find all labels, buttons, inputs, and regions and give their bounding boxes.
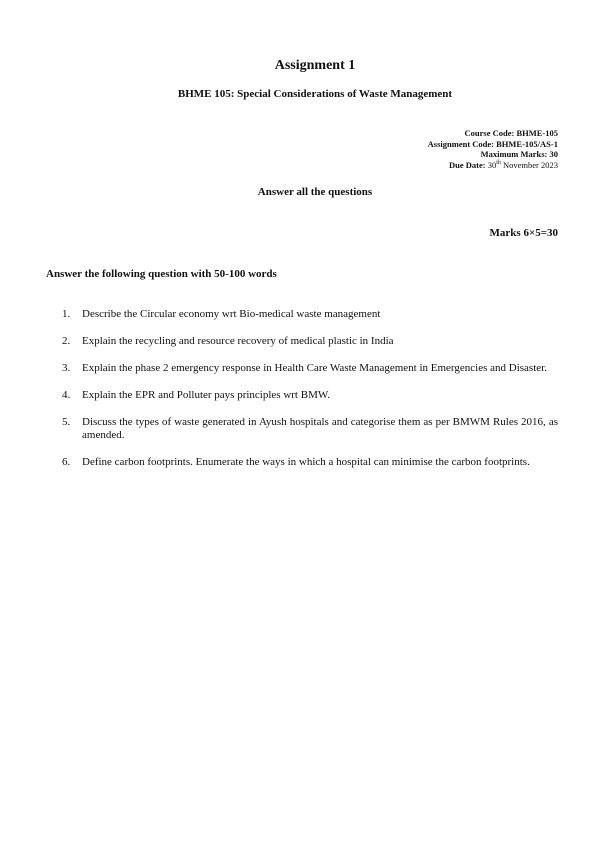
question-number: 2. — [62, 335, 71, 347]
due-date-day: 30 — [487, 159, 497, 170]
due-date-suffix: th — [496, 159, 501, 166]
course-subtitle: BHME 105: Special Considerations of Waste Management — [177, 88, 453, 100]
question-item — [62, 456, 558, 469]
question-text: Explain the recycling and resource recovery of medical plastic in India — [82, 335, 394, 347]
question-item — [62, 416, 558, 442]
page-title: Assignment 1 — [274, 58, 356, 73]
question-number: 5. — [62, 416, 71, 428]
assignment-code: Assignment Code: BHME-105/AS-1 — [427, 138, 558, 149]
due-date-label: Due Date: — [448, 159, 486, 170]
assignment-meta — [428, 128, 558, 170]
question-number: 6. — [62, 456, 71, 468]
question-item — [62, 389, 558, 402]
course-code: Course Code: BHME-105 — [464, 128, 558, 138]
question-number: 4. — [62, 389, 71, 401]
question-text: Describe the Circular economy wrt Bio-medical waste management — [82, 308, 381, 320]
answer-all-heading: Answer all the questions — [257, 186, 373, 198]
question-item — [62, 335, 558, 348]
question-number: 1. — [62, 308, 71, 320]
question-text: Explain the phase 2 emergency response in Health Care Waste Management in Emergencies and Disaster. — [82, 362, 547, 374]
question-list — [62, 308, 558, 483]
question-number: 3. — [62, 362, 71, 374]
marks-summary: Marks 6×5=30 — [489, 227, 558, 239]
question-text: Define carbon footprints. Enumerate the ways in which a hospital can minimise the carbon footprints. — [82, 456, 530, 468]
question-item — [62, 362, 558, 375]
question-text: Discuss the types of waste generated in Ayush hospitals and categorise them as per BMWM Rules 2016, as amended. — [82, 416, 558, 441]
question-text: Explain the EPR and Polluter pays principles wrt BMW. — [82, 389, 330, 401]
due-date-value — [488, 160, 558, 170]
due-date — [428, 160, 558, 171]
instruction-heading: Answer the following question with 50-100 words — [46, 268, 277, 280]
question-item — [62, 308, 558, 321]
maximum-marks: Maximum Marks: 30 — [480, 149, 558, 159]
due-date-rest: November 2023 — [502, 159, 558, 170]
